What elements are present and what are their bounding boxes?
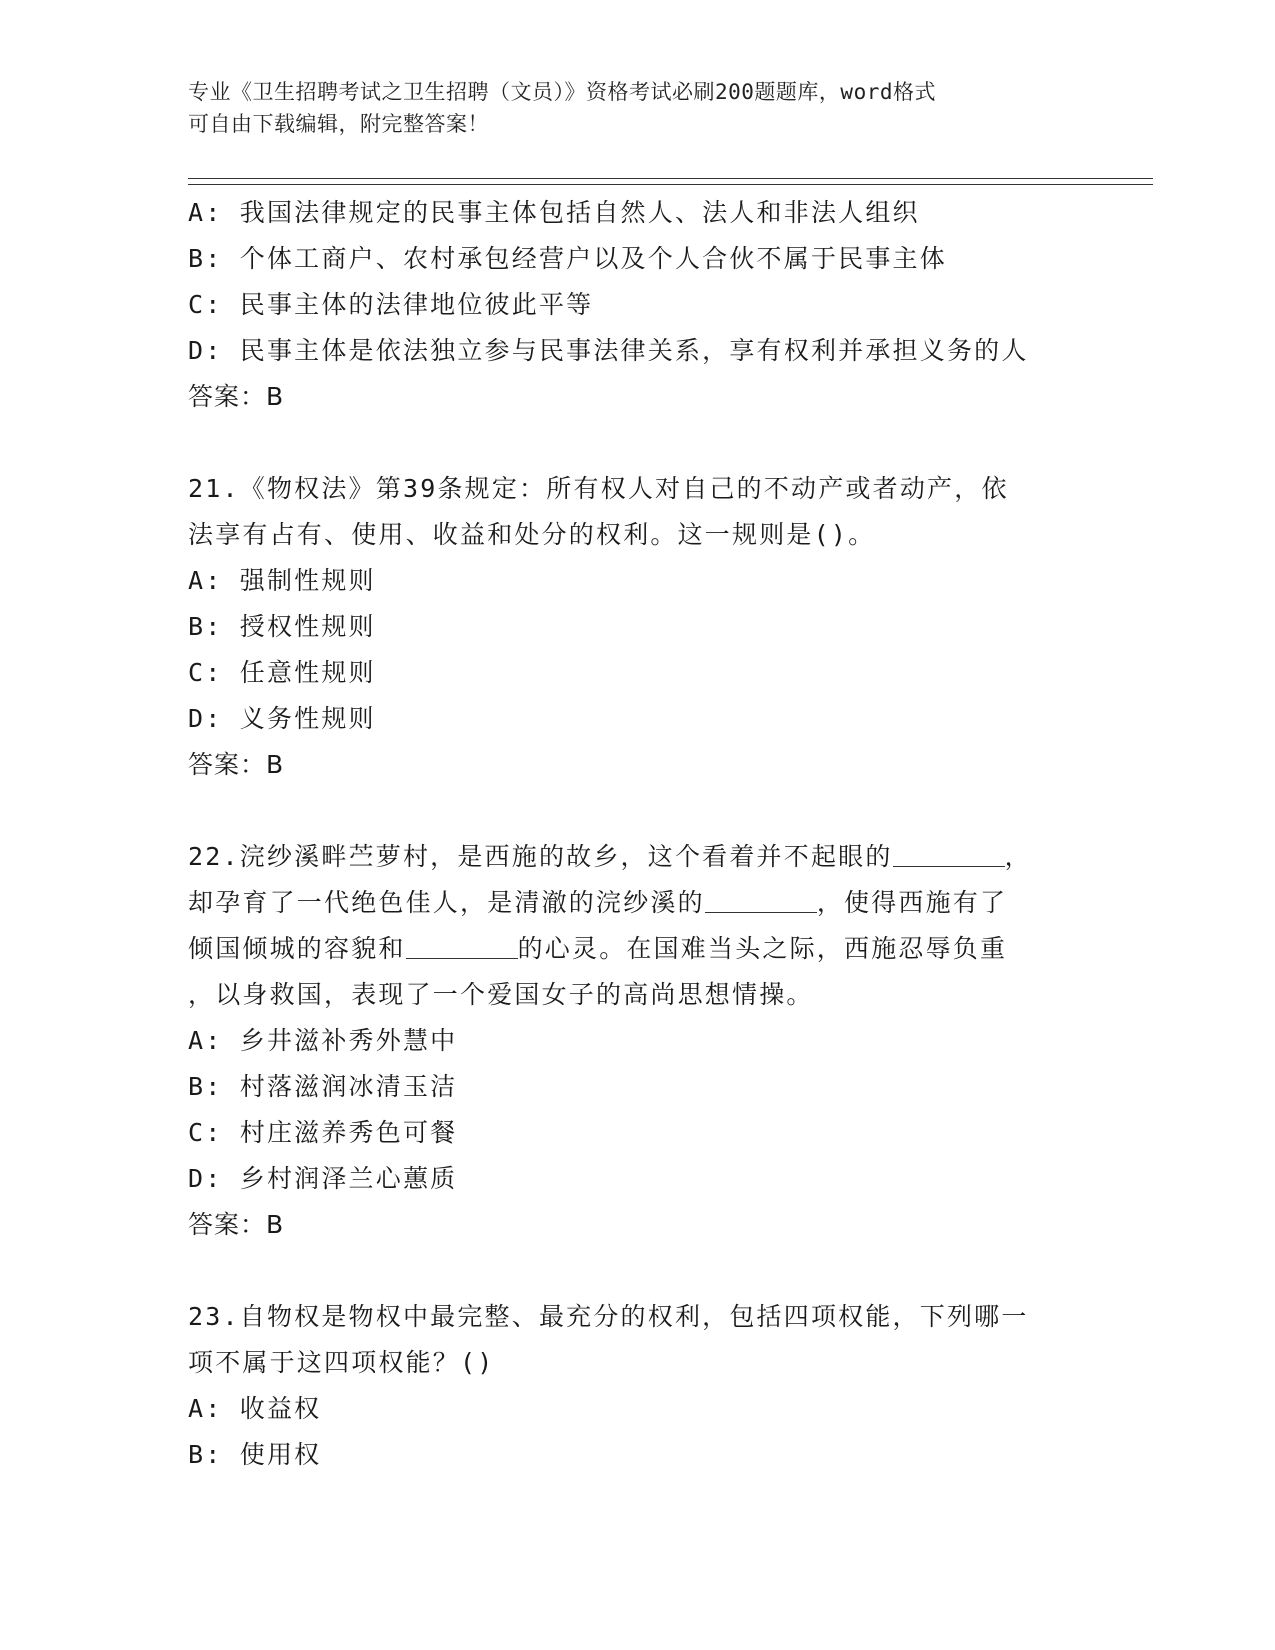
question-22 [188, 834, 1088, 1248]
option-d: D: 义务性规则 [188, 704, 376, 733]
fill-in-blank-2 [705, 886, 817, 913]
answer: 答案：B [188, 750, 285, 779]
header-line-1: 专业《卫生招聘考试之卫生招聘（文员）》资格考试必刷200题题库，word格式 [188, 80, 936, 104]
question-stem: 法享有占有、使用、收益和处分的权利。这一规则是()。 [188, 520, 876, 549]
question-stem: 项不属于这四项权能？() [188, 1348, 495, 1377]
question-stem: 21.《物权法》第39条规定：所有权人对自己的不动产或者动产，依 [188, 474, 1009, 503]
option-a: A: 乡井滋补秀外慧中 [188, 1026, 458, 1055]
answer: 答案：B [188, 382, 285, 411]
stem-text: 却孕育了一代绝色佳人，是清澈的浣纱溪的 [188, 888, 705, 917]
stem-text: 的心灵。在国难当头之际，西施忍辱负重 [517, 934, 1008, 963]
question-stem [188, 926, 1088, 972]
question-20 [188, 190, 1088, 420]
option-b: B: 个体工商户、农村承包经营户以及个人合伙不属于民事主体 [188, 244, 947, 273]
option-d: D: 乡村润泽兰心蕙质 [188, 1164, 458, 1193]
option-c: C: 民事主体的法律地位彼此平等 [188, 290, 594, 319]
stem-text: 22.浣纱溪畔苎萝村，是西施的故乡，这个看着并不起眼的 [188, 842, 893, 871]
header-divider-top [188, 178, 1153, 179]
header-divider-bottom [188, 184, 1153, 185]
option-d: D: 民事主体是依法独立参与民事法律关系，享有权利并承担义务的人 [188, 336, 1029, 365]
answer: 答案：B [188, 1210, 285, 1239]
spacer [188, 1248, 1088, 1294]
question-21 [188, 466, 1088, 788]
option-a: A: 收益权 [188, 1394, 322, 1423]
header-line-2: 可自由下载编辑，附完整答案！ [188, 112, 489, 136]
question-stem: ，以身救国，表现了一个爱国女子的高尚思想情操。 [188, 980, 814, 1009]
option-c: C: 任意性规则 [188, 658, 376, 687]
option-c: C: 村庄滋养秀色可餐 [188, 1118, 458, 1147]
stem-text: ， [1004, 842, 1032, 871]
spacer [188, 788, 1088, 834]
document-header [188, 76, 1088, 140]
question-list [188, 190, 1088, 1478]
option-b: B: 使用权 [188, 1440, 322, 1469]
fill-in-blank-1 [893, 840, 1005, 867]
spacer [188, 420, 1088, 466]
stem-text: ，使得西施有了 [816, 888, 1008, 917]
option-b: B: 授权性规则 [188, 612, 376, 641]
option-b: B: 村落滋润冰清玉洁 [188, 1072, 458, 1101]
stem-text: 倾国倾城的容貌和 [188, 934, 406, 963]
option-a: A: 强制性规则 [188, 566, 376, 595]
question-23 [188, 1294, 1088, 1478]
question-stem [188, 880, 1088, 926]
option-a: A: 我国法律规定的民事主体包括自然人、法人和非法人组织 [188, 198, 920, 227]
question-stem: 23.自物权是物权中最完整、最充分的权利，包括四项权能，下列哪一 [188, 1302, 1029, 1331]
question-stem [188, 834, 1088, 880]
fill-in-blank-3 [406, 932, 518, 959]
